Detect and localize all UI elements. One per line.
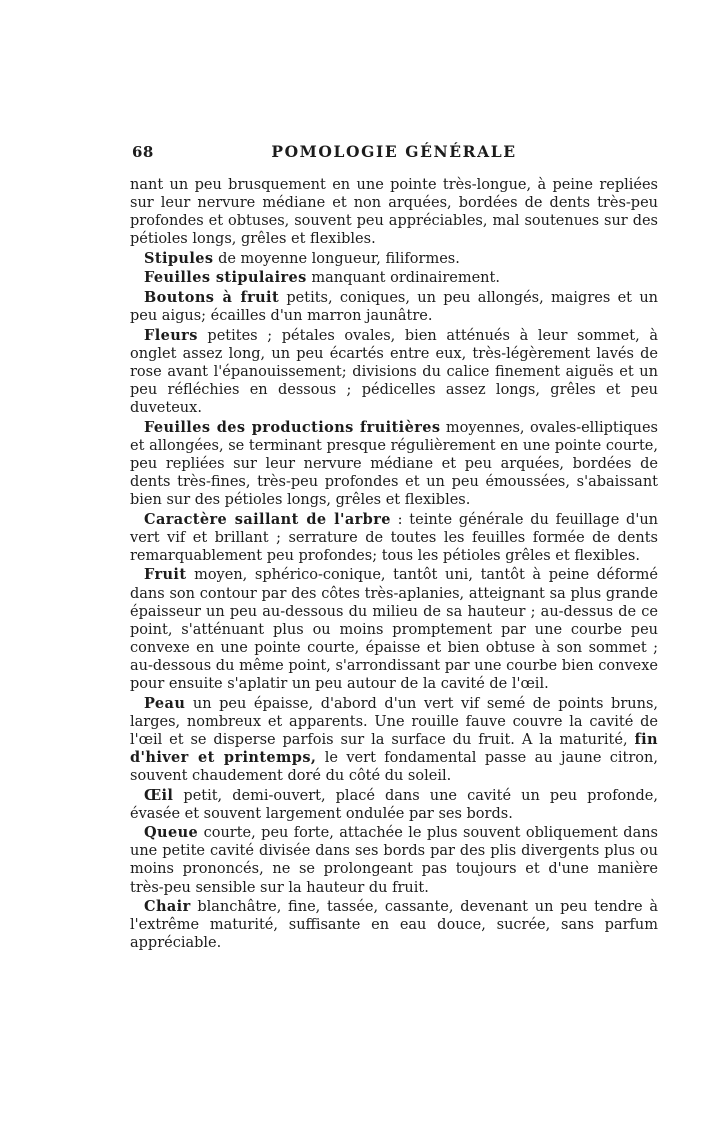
paragraph-text: un peu épaisse, d'abord d'un vert vif semé de points bruns, larges, nombreux et apparents. Une rouille fauve couvre la cavité de l'œil et se disperse parfois sur la surface du fruit. A la maturité,: [130, 695, 658, 748]
lead-word: Fleurs: [144, 326, 198, 344]
paragraph-text: le vert fondamental passe au jaune citron, souvent chaudement doré du côté du soleil.: [130, 749, 658, 784]
lead-word: Queue: [144, 824, 199, 842]
page-header: [130, 142, 658, 164]
lead-word: Feuilles des productions fruitières: [144, 418, 441, 436]
paragraph-text: moyen, sphérico-conique, tantôt uni, tantôt à peine déformé dans son contour par des côtes très-aplanies, atteignant sa plus grande épaisseur un peu au-dessous du milieu de sa hauteur ; au-dessus de ce point, s'atténuant plus ou moins promptement par une courbe peu convexe en une pointe courte, épaisse et bien obtuse à son sommet ; au-dessous du même point, s'arrondissant par une courbe bien convexe pour ensuite s'aplatir un peu autour de la cavité de l'œil.: [130, 567, 658, 693]
paragraph: [130, 419, 658, 509]
paragraph: [130, 787, 658, 823]
paragraph-text: petit, demi-ouvert, placé dans une cavité un peu profonde, évasée et souvent largement ondulée par ses bords.: [130, 787, 658, 822]
lead-word: Fruit: [144, 566, 187, 584]
lead-word: Œil: [144, 786, 174, 804]
paragraph: [130, 824, 658, 896]
lead-word: Peau: [144, 694, 186, 712]
lead-word: Boutons à fruit: [144, 289, 280, 307]
paragraph: [130, 289, 658, 325]
paragraph-text: petits, coniques, un peu allongés, maigres et un peu aigus; écailles d'un marron jaunâtre.: [130, 290, 658, 325]
lead-word: Stipules: [144, 249, 214, 267]
lead-word: Feuilles stipulaires: [144, 269, 307, 287]
lead-word: Caractère saillant de l'arbre: [144, 510, 391, 528]
paragraph-text: courte, peu forte, attachée le plus souvent obliquement dans une petite cavité divisée dans ses bords par des plis divergents plus ou moins prononcés, ne se prolongeant pas toujours et d'une manière très-peu sensible sur la hauteur du fruit.: [130, 825, 658, 896]
paragraph-text: : teinte générale du feuillage d'un vert vif et brillant ; serrature de toutes les feuilles formée de dents remarquablement peu profondes; tous les pétioles grêles et flexibles.: [130, 511, 658, 564]
paragraph: [130, 898, 658, 952]
page-number: 68: [132, 143, 154, 161]
paragraph-text: manquant ordinairement.: [306, 270, 500, 287]
paragraph-text: petites ; pétales ovales, bien atténués à leur sommet, à onglet assez long, un peu écartés entre eux, très-légèrement lavés de rose avant l'épanouissement; divisions du calice finement aiguës et un peu réfléchies en dessous ; pédicelles assez longs, grêles et peu duveteux.: [130, 327, 658, 417]
paragraph: [130, 176, 658, 248]
lead-word: fin d'hiver et printemps,: [130, 730, 658, 766]
paragraph-text: blanchâtre, fine, tassée, cassante, devenant un peu tendre à l'extrême maturité, suffisante en eau douce, sucrée, sans parfum appréciable.: [130, 899, 658, 952]
running-title: POMOLOGIE GÉNÉRALE: [271, 142, 517, 161]
paragraph-text: moyennes, ovales-elliptiques et allongées, se terminant presque régulièrement en une pointe courte, peu repliées sur leur nervure médiane et peu arquées, bordées de dents très-fines, très-peu profondes et un peu émoussées, s'abaissant bien sur des pétioles longs, grêles et flexibles.: [130, 419, 658, 509]
page-body: [130, 176, 658, 954]
paragraph-text: de moyenne longueur, filiformes.: [213, 250, 460, 267]
paragraph: [130, 250, 658, 268]
lead-word: Chair: [144, 898, 191, 916]
paragraph-text: nant un peu brusquement en une pointe très-longue, à peine repliées sur leur nervure médiane et non arquées, bordées de dents très-peu profondes et obtuses, souvent peu appréciables, mal soutenues sur des pétioles longs, grêles et flexibles.: [130, 177, 658, 248]
paragraph: [130, 566, 658, 693]
paragraph: [130, 269, 658, 287]
paragraph: [130, 327, 658, 417]
paragraph: [130, 511, 658, 565]
paragraph: [130, 695, 658, 785]
